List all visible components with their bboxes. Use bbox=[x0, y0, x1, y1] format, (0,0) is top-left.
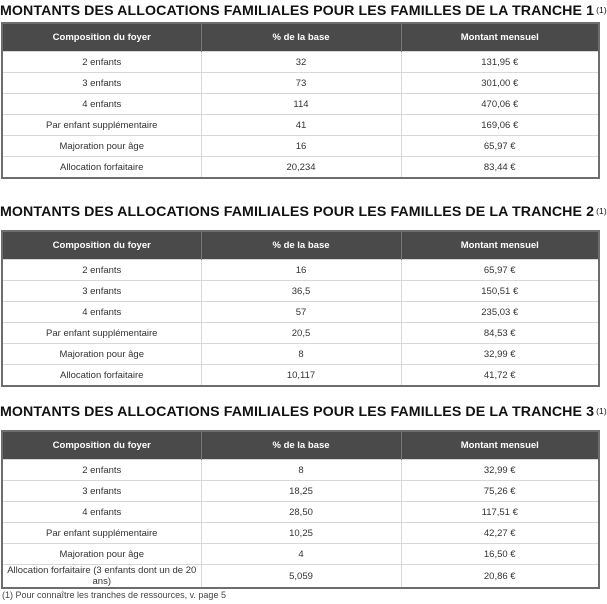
cell-montant: 83,44 € bbox=[401, 157, 599, 179]
cell-percent: 36,5 bbox=[201, 281, 401, 302]
cell-composition: 3 enfants bbox=[2, 281, 201, 302]
table-header-row bbox=[2, 431, 599, 460]
cell-percent: 114 bbox=[201, 94, 401, 115]
table-row bbox=[2, 344, 599, 365]
cell-montant: 65,97 € bbox=[401, 260, 599, 281]
tranche-3-section bbox=[0, 402, 607, 587]
cell-composition: 2 enfants bbox=[2, 260, 201, 281]
tranche-2-title bbox=[0, 202, 607, 224]
table-header-row bbox=[2, 231, 599, 260]
title-text: MONTANTS DES ALLOCATIONS FAMILIALES POUR LES FAMILLES DE LA TRANCHE 3 bbox=[0, 404, 595, 420]
cell-montant: 65,97 € bbox=[401, 136, 599, 157]
tranche-3-title bbox=[0, 402, 607, 424]
tranche-1-table bbox=[1, 22, 600, 179]
tranche-2-table bbox=[1, 230, 600, 387]
cell-percent: 8 bbox=[201, 344, 401, 365]
cell-composition: Par enfant supplémentaire bbox=[2, 523, 201, 544]
header-montant: Montant mensuel bbox=[401, 231, 599, 260]
cell-montant: 42,27 € bbox=[401, 523, 599, 544]
cell-montant: 131,95 € bbox=[401, 52, 599, 73]
cell-composition: Par enfant supplémentaire bbox=[2, 323, 201, 344]
cell-montant: 20,86 € bbox=[401, 565, 599, 589]
cell-montant: 301,00 € bbox=[401, 73, 599, 94]
cell-percent: 32 bbox=[201, 52, 401, 73]
header-percent-base: % de la base bbox=[201, 23, 401, 52]
header-percent-base: % de la base bbox=[201, 431, 401, 460]
cell-percent: 8 bbox=[201, 460, 401, 481]
title-text: MONTANTS DES ALLOCATIONS FAMILIALES POUR LES FAMILLES DE LA TRANCHE 2 bbox=[0, 204, 595, 220]
table-row bbox=[2, 52, 599, 73]
table-row bbox=[2, 502, 599, 523]
cell-montant: 235,03 € bbox=[401, 302, 599, 323]
cell-composition: Allocation forfaitaire bbox=[2, 157, 201, 179]
cell-composition: 4 enfants bbox=[2, 94, 201, 115]
cell-percent: 28,50 bbox=[201, 502, 401, 523]
title-note: (1) bbox=[596, 5, 607, 15]
table-row bbox=[2, 460, 599, 481]
tranche-3-table bbox=[1, 430, 600, 589]
cell-montant: 117,51 € bbox=[401, 502, 599, 523]
table-row bbox=[2, 365, 599, 387]
table-row bbox=[2, 565, 599, 589]
cell-percent: 5,059 bbox=[201, 565, 401, 589]
header-montant: Montant mensuel bbox=[401, 431, 599, 460]
cell-montant: 16,50 € bbox=[401, 544, 599, 565]
cell-montant: 470,06 € bbox=[401, 94, 599, 115]
table-row bbox=[2, 523, 599, 544]
cell-montant: 169,06 € bbox=[401, 115, 599, 136]
header-composition: Composition du foyer bbox=[2, 231, 201, 260]
cell-percent: 16 bbox=[201, 260, 401, 281]
cell-percent: 73 bbox=[201, 73, 401, 94]
table-row bbox=[2, 481, 599, 502]
cell-percent: 10,117 bbox=[201, 365, 401, 387]
title-note: (1) bbox=[596, 206, 607, 216]
cell-montant: 41,72 € bbox=[401, 365, 599, 387]
tranche-2-section bbox=[0, 202, 607, 381]
cell-composition: Majoration pour âge bbox=[2, 344, 201, 365]
table-row bbox=[2, 260, 599, 281]
cell-composition: 3 enfants bbox=[2, 481, 201, 502]
cell-composition: 2 enfants bbox=[2, 52, 201, 73]
cell-percent: 18,25 bbox=[201, 481, 401, 502]
cell-composition: Par enfant supplémentaire bbox=[2, 115, 201, 136]
tranche-1-title bbox=[0, 1, 607, 23]
cell-composition: 4 enfants bbox=[2, 502, 201, 523]
cell-montant: 32,99 € bbox=[401, 344, 599, 365]
table-row bbox=[2, 157, 599, 179]
cell-composition: 2 enfants bbox=[2, 460, 201, 481]
table-row bbox=[2, 136, 599, 157]
table-row bbox=[2, 281, 599, 302]
cell-montant: 150,51 € bbox=[401, 281, 599, 302]
header-montant: Montant mensuel bbox=[401, 23, 599, 52]
cell-composition: Allocation forfaitaire bbox=[2, 365, 201, 387]
cell-percent: 10,25 bbox=[201, 523, 401, 544]
cell-montant: 84,53 € bbox=[401, 323, 599, 344]
table-row bbox=[2, 323, 599, 344]
cell-percent: 41 bbox=[201, 115, 401, 136]
cell-percent: 16 bbox=[201, 136, 401, 157]
cell-montant: 32,99 € bbox=[401, 460, 599, 481]
table-row bbox=[2, 94, 599, 115]
title-text: MONTANTS DES ALLOCATIONS FAMILIALES POUR LES FAMILLES DE LA TRANCHE 1 bbox=[0, 3, 595, 19]
cell-composition: 3 enfants bbox=[2, 73, 201, 94]
cell-percent: 20,234 bbox=[201, 157, 401, 179]
header-percent-base: % de la base bbox=[201, 231, 401, 260]
table-row bbox=[2, 73, 599, 94]
cell-composition: Allocation forfaitaire (3 enfants dont un de 20 ans) bbox=[2, 565, 201, 589]
cell-composition: 4 enfants bbox=[2, 302, 201, 323]
cell-percent: 20,5 bbox=[201, 323, 401, 344]
cell-composition: Majoration pour âge bbox=[2, 136, 201, 157]
cell-composition: Majoration pour âge bbox=[2, 544, 201, 565]
header-composition: Composition du foyer bbox=[2, 431, 201, 460]
cell-percent: 57 bbox=[201, 302, 401, 323]
cell-percent: 4 bbox=[201, 544, 401, 565]
table-row bbox=[2, 302, 599, 323]
header-composition: Composition du foyer bbox=[2, 23, 201, 52]
table-row bbox=[2, 544, 599, 565]
cell-montant: 75,26 € bbox=[401, 481, 599, 502]
footnote: (1) Pour connaître les tranches de ressources, v. page 5 bbox=[2, 590, 226, 600]
table-row bbox=[2, 115, 599, 136]
tranche-1-section bbox=[0, 1, 607, 173]
title-note: (1) bbox=[596, 406, 607, 416]
table-header-row bbox=[2, 23, 599, 52]
